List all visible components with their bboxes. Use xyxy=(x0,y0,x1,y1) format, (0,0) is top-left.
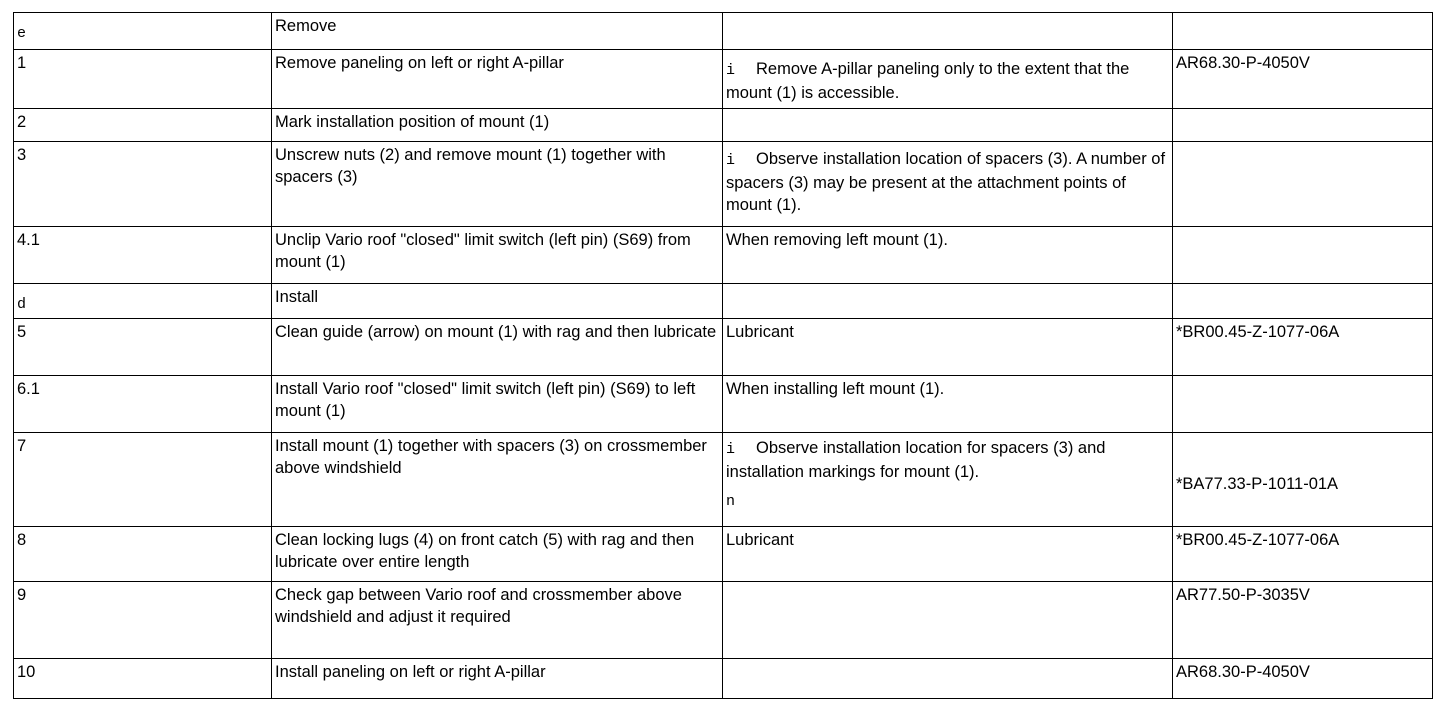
reference-link[interactable]: *BR00.45-Z-1077-06A xyxy=(1173,319,1433,376)
step-cell: 4.1 xyxy=(14,227,272,284)
action-cell: Clean guide (arrow) on mount (1) with rag and then lubricate xyxy=(272,319,723,376)
note-cell xyxy=(723,659,1173,699)
table-row xyxy=(14,659,1433,699)
action-cell: Unscrew nuts (2) and remove mount (1) together with spacers (3) xyxy=(272,142,723,227)
step-cell: 8 xyxy=(14,527,272,582)
reference-link[interactable]: *BR00.45-Z-1077-06A xyxy=(1173,527,1433,582)
reference-link[interactable]: AR77.50-P-3035V xyxy=(1173,582,1433,659)
step-cell: 6.1 xyxy=(14,376,272,433)
step-cell: 7 xyxy=(14,433,272,527)
step-cell: 3 xyxy=(14,142,272,227)
step-cell xyxy=(14,284,272,319)
step-cell xyxy=(14,13,272,50)
note-text: Observe installation location of spacers (3). A number of spacers (3) may be present at the attachment points of mount (1). xyxy=(726,150,1166,214)
step-cell: 2 xyxy=(14,109,272,142)
note-icon: n xyxy=(726,493,736,510)
note-cell: Lubricant xyxy=(723,319,1173,376)
section-code: e xyxy=(17,25,27,42)
info-icon: i xyxy=(726,62,736,79)
note-cell: When installing left mount (1). xyxy=(723,376,1173,433)
note-cell xyxy=(723,13,1173,50)
table-row xyxy=(14,284,1433,319)
step-cell: 9 xyxy=(14,582,272,659)
note-cell xyxy=(723,284,1173,319)
action-cell: Install paneling on left or right A-pillar xyxy=(272,659,723,699)
section-code: d xyxy=(17,296,27,313)
note-cell: Lubricant xyxy=(723,527,1173,582)
reference-link[interactable]: AR68.30-P-4050V xyxy=(1173,50,1433,109)
reference-link[interactable]: *BA77.33-P-1011-01A xyxy=(1176,475,1339,493)
action-cell: Install Vario roof "closed" limit switch (left pin) (S69) to left mount (1) xyxy=(272,376,723,433)
reference-cell xyxy=(1173,109,1433,142)
table-row xyxy=(14,433,1433,527)
table-row xyxy=(14,527,1433,582)
info-icon: i xyxy=(726,441,736,458)
table-row xyxy=(14,582,1433,659)
table-row xyxy=(14,376,1433,433)
table-row xyxy=(14,227,1433,284)
action-cell: Unclip Vario roof "closed" limit switch (left pin) (S69) from mount (1) xyxy=(272,227,723,284)
action-cell: Check gap between Vario roof and crossmember above windshield and adjust it required xyxy=(272,582,723,659)
action-cell: Mark installation position of mount (1) xyxy=(272,109,723,142)
step-cell: 1 xyxy=(14,50,272,109)
reference-cell xyxy=(1173,376,1433,433)
action-cell: Install xyxy=(272,284,723,319)
reference-cell xyxy=(1173,433,1433,527)
table-row xyxy=(14,319,1433,376)
table-row xyxy=(14,142,1433,227)
action-cell: Remove xyxy=(272,13,723,50)
action-cell: Install mount (1) together with spacers (3) on crossmember above windshield xyxy=(272,433,723,527)
reference-cell xyxy=(1173,284,1433,319)
step-cell: 10 xyxy=(14,659,272,699)
reference-link[interactable]: AR68.30-P-4050V xyxy=(1173,659,1433,699)
note-cell xyxy=(723,142,1173,227)
table-row xyxy=(14,13,1433,50)
note-cell: When removing left mount (1). xyxy=(723,227,1173,284)
note-text: Remove A-pillar paneling only to the extent that the mount (1) is accessible. xyxy=(726,60,1130,102)
info-icon: i xyxy=(726,152,736,169)
procedure-table xyxy=(13,12,1433,699)
note-cell xyxy=(723,582,1173,659)
note-cell xyxy=(723,50,1173,109)
reference-cell xyxy=(1173,142,1433,227)
step-cell: 5 xyxy=(14,319,272,376)
table-row xyxy=(14,109,1433,142)
note-cell xyxy=(723,109,1173,142)
action-cell: Clean locking lugs (4) on front catch (5) with rag and then lubricate over entire length xyxy=(272,527,723,582)
note-cell xyxy=(723,433,1173,527)
action-cell: Remove paneling on left or right A-pillar xyxy=(272,50,723,109)
reference-cell xyxy=(1173,227,1433,284)
reference-cell xyxy=(1173,13,1433,50)
table-row xyxy=(14,50,1433,109)
note-text: Observe installation location for spacers (3) and installation markings for mount (1). xyxy=(726,439,1106,481)
